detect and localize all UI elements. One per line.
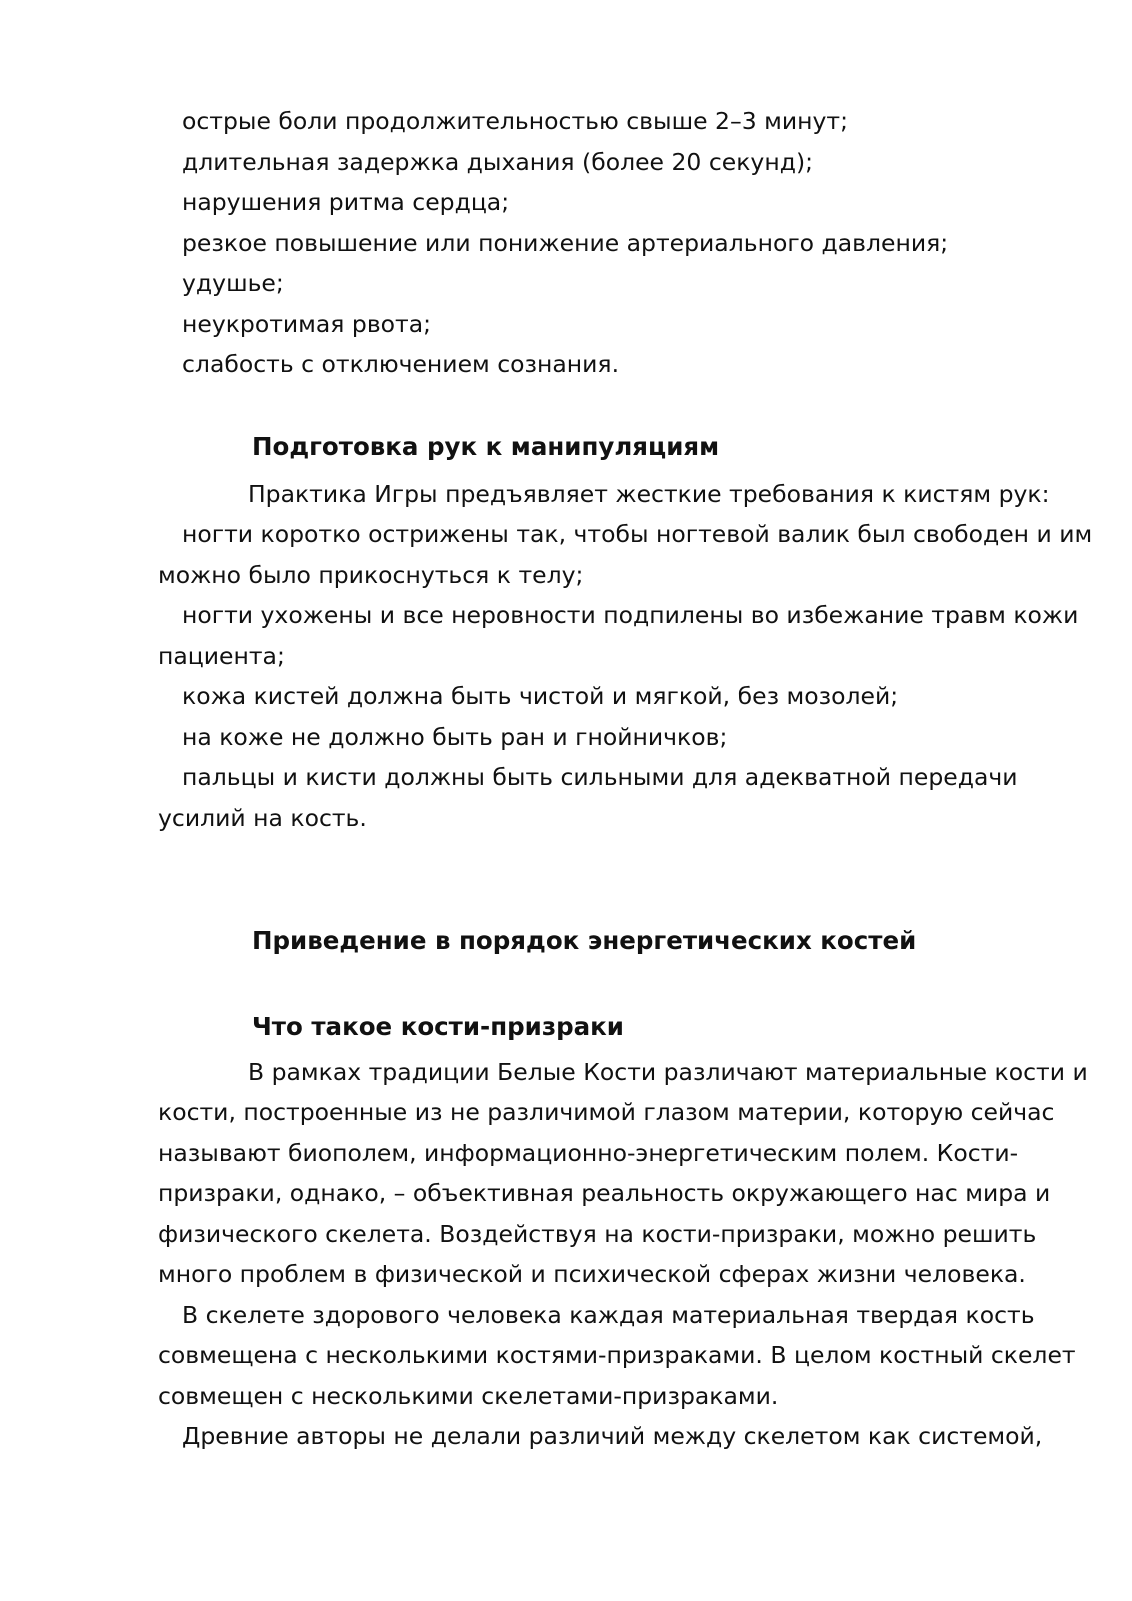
paragraph-line: кости, построенные из не различимой глазом материи, которую сейчас [158,1098,1055,1126]
list-item: неукротимая рвота; [182,310,432,338]
list-item: острые боли продолжительностью свыше 2–3 минут; [182,107,848,135]
paragraph-line: совмещен с несколькими скелетами-призраками. [158,1382,779,1410]
list-item: резкое повышение или понижение артериального давления; [182,229,949,257]
list-item: длительная задержка дыхания (более 20 секунд); [182,148,814,176]
paragraph-line: пациента; [158,642,285,670]
paragraph-line: можно было прикоснуться к телу; [158,561,584,589]
paragraph-line: усилий на кость. [158,804,367,832]
paragraph-line: призраки, однако, – объективная реальность окружающего нас мира и [158,1179,1051,1207]
paragraph-line: Практика Игры предъявляет жесткие требования к кистям рук: [248,480,1050,508]
paragraph-line: физического скелета. Воздействуя на кости-призраки, можно решить [158,1220,1037,1248]
paragraph-line: называют биополем, информационно-энергетическим полем. Кости- [158,1139,1019,1167]
list-item: нарушения ритма сердца; [182,188,510,216]
section-heading: Подготовка рук к манипуляциям [252,432,720,461]
list-item: удушье; [182,269,284,297]
paragraph-line: В рамках традиции Белые Кости различают материальные кости и [248,1058,1088,1086]
paragraph-line: пальцы и кисти должны быть сильными для адекватной передачи [182,763,1018,791]
paragraph-line: ногти ухожены и все неровности подпилены во избежание травм кожи [182,601,1079,629]
list-item: слабость с отключением сознания. [182,350,620,378]
paragraph-line: много проблем в физической и психической сферах жизни человека. [158,1260,1026,1288]
section-heading: Что такое кости-призраки [252,1012,624,1041]
paragraph-line: кожа кистей должна быть чистой и мягкой, без мозолей; [182,682,899,710]
paragraph-line: Древние авторы не делали различий между скелетом как системой, [182,1422,1043,1450]
paragraph-line: совмещена с несколькими костями-призраками. В целом костный скелет [158,1341,1076,1369]
paragraph-line: на коже не должно быть ран и гнойничков; [182,723,728,751]
paragraph-line: ногти коротко острижены так, чтобы ногтевой валик был свободен и им [182,520,1093,548]
paragraph-line: В скелете здорового человека каждая материальная твердая кость [182,1301,1035,1329]
section-heading: Приведение в порядок энергетических костей [252,926,917,955]
